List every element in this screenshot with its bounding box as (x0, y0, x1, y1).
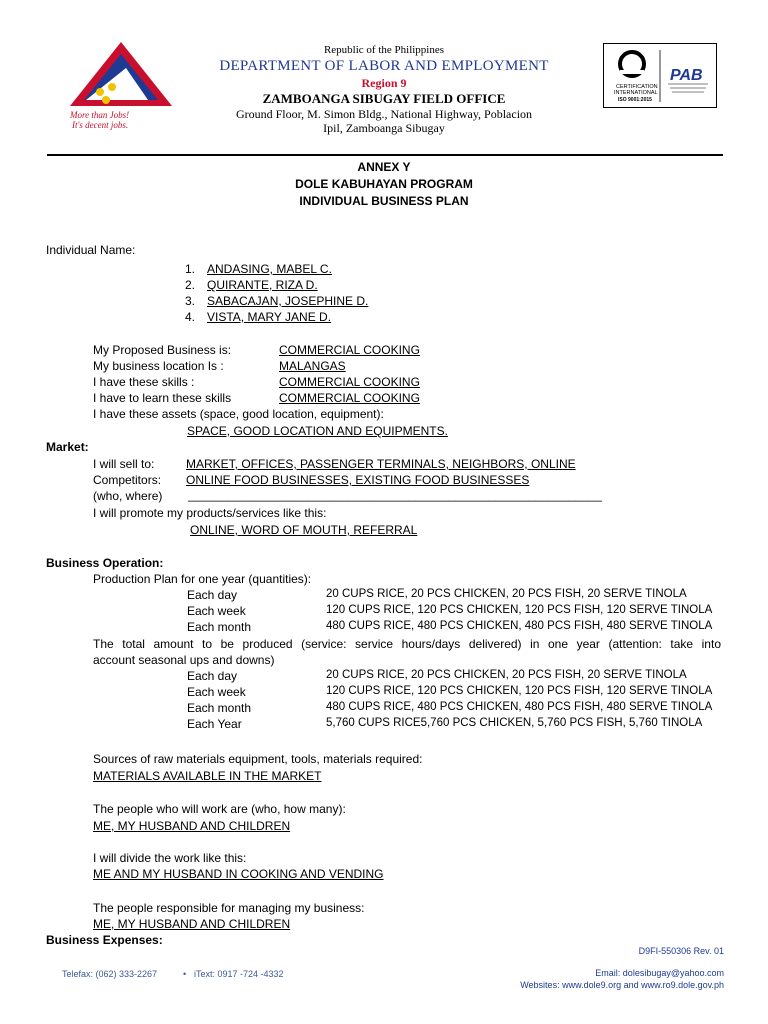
total-produced-text-1: The total amount to be produced (service: service hours/days delivered) in one year (attention: take into (93, 637, 721, 651)
production-plan-label: Production Plan for one year (quantities): (93, 572, 312, 586)
total-produced-text-2: account seasonal ups and downs) (93, 653, 275, 667)
period-label: Each day (187, 669, 238, 683)
name-value: QUIRANTE, RIZA D. (207, 278, 318, 292)
annex-title: ANNEX Y (357, 160, 411, 174)
quantity-value: 120 CUPS RICE, 120 PCS CHICKEN, 120 PCS FISH, 120 SERVE TINOLA (326, 604, 713, 616)
skills-value: COMMERCIAL COOKING (279, 375, 420, 389)
proposed-business-label: My Proposed Business is: (93, 343, 232, 357)
footer-bullet: • (183, 969, 187, 979)
business-location-value: MALANGAS (279, 359, 346, 373)
market-heading: Market: (46, 440, 89, 454)
period-label: Each week (187, 604, 246, 618)
sources-value: MATERIALS AVAILABLE IN THE MARKET (93, 769, 322, 783)
business-location-label: My business location Is : (93, 359, 224, 373)
quantity-value: 5,760 CUPS RICE5,760 PCS CHICKEN, 5,760 PCS FISH, 5,760 TINOLA (326, 717, 703, 729)
logo-tagline-1: More than Jobs! (70, 110, 130, 120)
quantity-value: 20 CUPS RICE, 20 PCS CHICKEN, 20 PCS FISH, 20 SERVE TINOLA (326, 669, 687, 681)
name-value: VISTA, MARY JANE D. (207, 310, 332, 324)
name-value: SABACAJAN, JOSEPHINE D. (207, 294, 369, 308)
expenses-heading: Business Expenses: (46, 933, 163, 947)
certification-icon (604, 44, 716, 107)
period-label: Each month (187, 701, 252, 715)
promote-label: I will promote my products/services like this: (93, 506, 327, 520)
managing-value: ME, MY HUSBAND AND CHILDREN (93, 917, 291, 931)
department-name: DEPARTMENT OF LABOR AND EMPLOYMENT (219, 58, 549, 74)
program-title: DOLE KABUHAYAN PROGRAM (295, 177, 473, 191)
promote-value: ONLINE, WORD OF MOUTH, REFERRAL (190, 523, 418, 537)
sell-to-label: I will sell to: (93, 457, 155, 471)
operation-heading: Business Operation: (46, 556, 164, 570)
certification-badge (603, 43, 717, 108)
address-line-1: Ground Floor, M. Simon Bldg., National Highway, Poblacion (235, 107, 533, 121)
field-office-name: ZAMBOANGA SIBUGAY FIELD OFFICE (262, 91, 506, 106)
competitors-label: Competitors: (93, 473, 162, 487)
individual-name-label: Individual Name: (46, 243, 136, 257)
period-label: Each day (187, 588, 238, 602)
name-number: 1. (185, 262, 196, 276)
region-label: Region 9 (361, 76, 407, 90)
competitors-value: ONLINE FOOD BUSINESSES, EXISTING FOOD BUSINESSES (186, 473, 530, 487)
quantity-value: 120 CUPS RICE, 120 PCS CHICKEN, 120 PCS FISH, 120 SERVE TINOLA (326, 685, 713, 697)
cert-iso: ISO 9001:2015 (618, 97, 652, 103)
websites: Websites: www.dole9.org and www.ro9.dole.gov.ph (520, 980, 724, 990)
workers-value: ME, MY HUSBAND AND CHILDREN (93, 819, 291, 833)
sources-label: Sources of raw materials equipment, tools, materials required: (93, 752, 423, 766)
divide-work-value: ME AND MY HUSBAND IN COOKING AND VENDING (93, 867, 384, 881)
workers-label: The people who will work are (who, how many): (93, 802, 346, 816)
document-code: D9FI-550306 Rev. 01 (638, 946, 724, 956)
period-label: Each week (187, 685, 246, 699)
name-number: 2. (185, 278, 196, 292)
header-divider (47, 154, 723, 156)
name-number: 4. (185, 310, 196, 324)
who-where-blank: ______________________________________________________________ (188, 488, 602, 502)
plan-title: INDIVIDUAL BUSINESS PLAN (299, 194, 469, 208)
quantity-value: 20 CUPS RICE, 20 PCS CHICKEN, 20 PCS FISH, 20 SERVE TINOLA (326, 588, 687, 600)
period-label: Each month (187, 620, 252, 634)
sell-to-value: MARKET, OFFICES, PASSENGER TERMINALS, NEIGHBORS, ONLINE (186, 457, 576, 471)
who-where-label: (who, where) (93, 489, 163, 503)
address-line-2: Ipil, Zamboanga Sibugay (323, 121, 445, 135)
divide-work-label: I will divide the work like this: (93, 851, 247, 865)
managing-label: The people responsible for managing my business: (93, 901, 365, 915)
telefax: Telefax: (062) 333-2267 (62, 969, 158, 979)
cert-text-1: CERTIFICATION (616, 84, 658, 90)
skills-label: I have these skills : (93, 375, 195, 389)
name-value: ANDASING, MABEL C. (207, 262, 332, 276)
logo-tagline-2: It's decent jobs. (72, 120, 129, 130)
itext: iText: 0917 -724 -4332 (194, 969, 284, 979)
quantity-value: 480 CUPS RICE, 480 PCS CHICKEN, 480 PCS FISH, 480 SERVE TINOLA (326, 701, 713, 713)
pab-logo: PAB (670, 67, 703, 84)
period-label: Each Year (187, 717, 242, 731)
assets-value: SPACE, GOOD LOCATION AND EQUIPMENTS. (187, 424, 448, 438)
learn-skills-label: I have to learn these skills (93, 391, 232, 405)
assets-label: I have these assets (space, good location, equipment): (93, 407, 384, 421)
cert-text-2: INTERNATIONAL (614, 90, 658, 96)
email: Email: dolesibugay@yahoo.com (595, 968, 724, 978)
republic-line: Republic of the Philippines (323, 44, 445, 56)
quantity-value: 480 CUPS RICE, 480 PCS CHICKEN, 480 PCS FISH, 480 SERVE TINOLA (326, 620, 713, 632)
proposed-business-value: COMMERCIAL COOKING (279, 343, 420, 357)
learn-skills-value: COMMERCIAL COOKING (279, 391, 420, 405)
name-number: 3. (185, 294, 196, 308)
